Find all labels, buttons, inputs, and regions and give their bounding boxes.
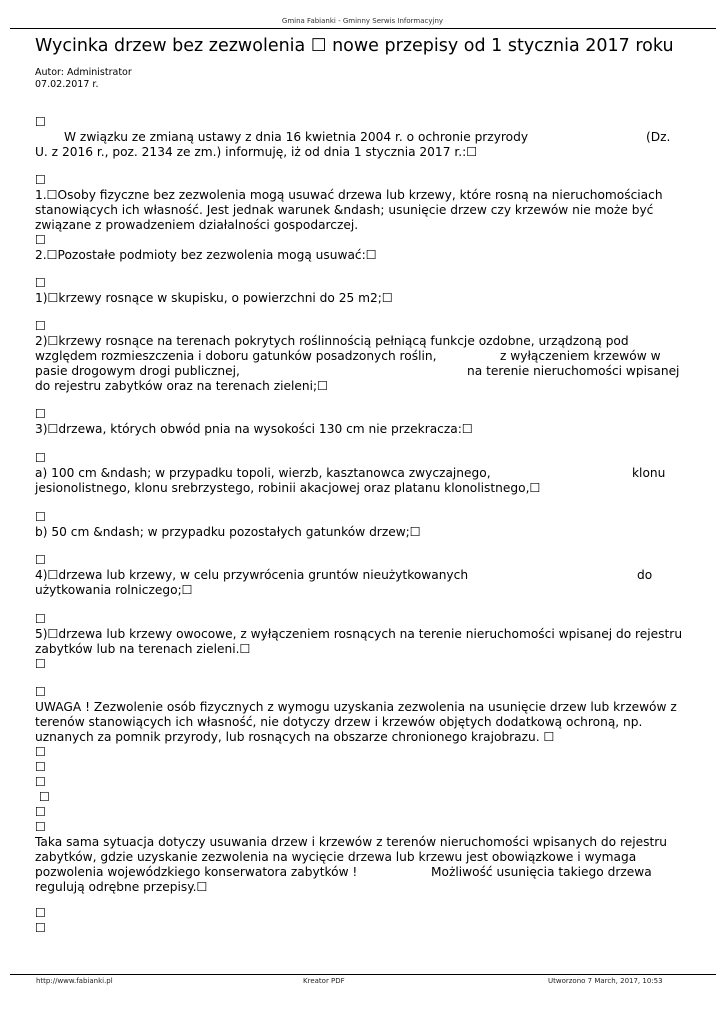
article-author: Autor: Administrator — [35, 67, 132, 78]
box-marker: ☐ — [35, 612, 46, 626]
box-marker: ☐ — [35, 553, 46, 567]
footer-url: http://www.fabianki.pl — [36, 977, 113, 985]
list-item: b) 50 cm &ndash; w przypadku pozostałych gatunków drzew;☐ — [35, 525, 421, 539]
box-marker: ☐ — [35, 685, 46, 699]
footer-rule — [10, 974, 716, 975]
footer-created: Utworzono 7 March, 2017, 10:53 — [548, 977, 663, 985]
box-marker: ☐ — [35, 115, 46, 129]
list-item: a) 100 cm &ndash; w przypadku topoli, wierzb, kasztanowca zwyczajnego, klonu jesionolistnego, klonu srebrzystego, robinii akacjowej oraz platanu klonolistnego,☐ — [35, 466, 666, 495]
box-marker: ☐ — [35, 319, 46, 333]
paragraph-point-1: 1.☐Osoby fizyczne bez zezwolenia mogą usuwać drzewa lub krzewy, które rosną na nieruchomościach stanowiących ich własność. Jest jednak warunek &ndash; usunięcie drzew czy krzewów nie może być związane z prowadzeniem działalności gospodarczej. ☐ 2.☐Pozostałe podmioty bez zezwolenia mogą usuwać:☐ — [35, 188, 663, 262]
article-date: 07.02.2017 r. — [35, 79, 99, 90]
article-title: Wycinka drzew bez zezwolenia ☐ nowe przepisy od 1 stycznia 2017 roku — [35, 36, 674, 56]
box-marker: ☐ — [35, 451, 46, 465]
paragraph-intro: W związku ze zmianą ustawy z dnia 16 kwietnia 2004 r. o ochronie przyrody (Dz. U. z 2016 r., poz. 2134 ze zm.) informuję, iż od dnia 1 stycznia 2017 r.:☐ — [35, 130, 671, 159]
list-item: 4)☐drzewa lub krzewy, w celu przywrócenia gruntów nieużytkowanych do użytkowania rolniczego;☐ — [35, 568, 653, 597]
box-marker: ☐ — [35, 510, 46, 524]
paragraph-warning: UWAGA ! Zezwolenie osób fizycznych z wymogu uzyskania zezwolenia na usunięcie drzew lub krzewów z terenów stanowiących ich własność, nie dotyczy drzew i krzewów objętych dodatkową ochroną, np. uznanych za pomnik przyrody, lub rosnących na obszarze chronionego krajobrazu. ☐ ☐ ☐ ☐ ☐ ☐ ☐ Taka sama sytuacja dotyczy usuwania drzew i krzewów z terenów nieruchomości wpisanych do rejestru zabytków, gdzie uzyskanie zezwolenia na wycięcie drzewa lub krzewu jest obowiązkowe i wymaga pozwolenia wojewódzkiego konserwatora zabytków ! Możliwość usunięcia takiego drzewa regulują odrębne przepisy.☐ — [35, 700, 677, 894]
site-header: Gmina Fabianki - Gminny Serwis Informacyjny — [281, 17, 444, 25]
footer-generator: Kreator PDF — [303, 977, 345, 985]
box-marker: ☐ — [35, 921, 46, 935]
box-marker: ☐ — [35, 276, 46, 290]
list-item: 5)☐drzewa lub krzewy owocowe, z wyłączeniem rosnących na terenie nieruchomości wpisanej do rejestru zabytków lub na terenach zieleni.☐ ☐ — [35, 627, 683, 671]
list-item: 3)☐drzewa, których obwód pnia na wysokości 130 cm nie przekracza:☐ — [35, 422, 473, 436]
header-rule — [10, 28, 716, 29]
list-item: 2)☐krzewy rosnące na terenach pokrytych roślinnością pełniącą funkcje ozdobne, urządzoną pod względem rozmieszczenia i doboru gatunków posadzonych roślin, z wyłączeniem krzewów w pasie drogowym drogi publicznej, na terenie nieruchomości wpisanej do rejestru zabytków oraz na terenach zieleni;☐ — [35, 334, 680, 393]
box-marker: ☐ — [35, 906, 46, 920]
box-marker: ☐ — [35, 173, 46, 187]
list-item: 1)☐krzewy rosnące w skupisku, o powierzchni do 25 m2;☐ — [35, 291, 393, 305]
box-marker: ☐ — [35, 407, 46, 421]
